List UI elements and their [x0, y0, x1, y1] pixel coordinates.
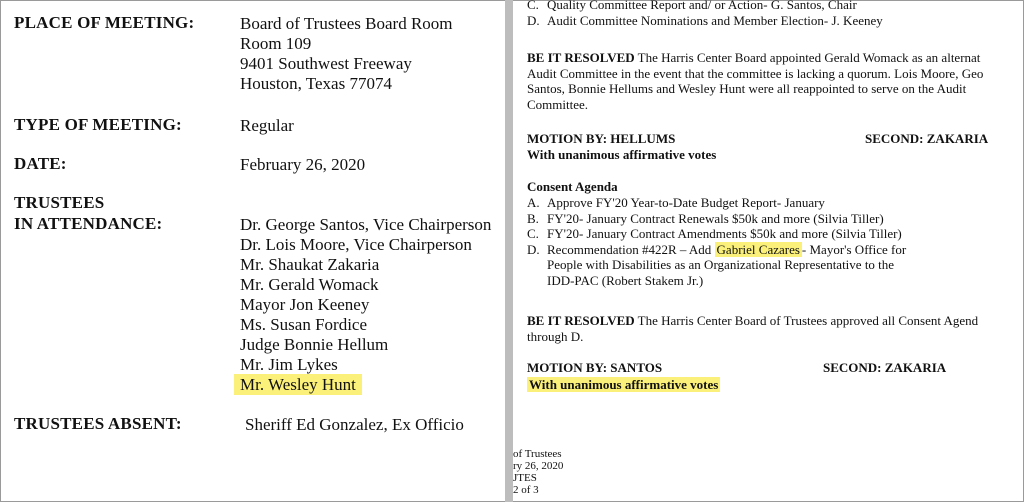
- list-item: B. FY'20- January Contract Renewals $50k and more (Silvia Tiller): [527, 210, 884, 226]
- attendee: Mr. Shaukat Zakaria: [240, 255, 380, 274]
- place-line: Houston, Texas 77074: [240, 74, 392, 93]
- date-value: February 26, 2020: [240, 155, 366, 174]
- type-of-meeting-value: Regular: [240, 116, 294, 135]
- list-item: C. FY'20- January Contract Amendments $50k and more (Silvia Tiller): [527, 226, 902, 241]
- motion-by-1: MOTION BY: HELLUMS: [527, 131, 676, 146]
- in-attendance-label: IN ATTENDANCE:: [14, 214, 163, 233]
- attendee: Mr. Jim Lykes: [240, 355, 338, 374]
- resolution-2: BE IT RESOLVED The Harris Center Board of Trustees approved all Consent Agend through D.: [527, 313, 979, 344]
- attendee: Dr. Lois Moore, Vice Chairperson: [240, 235, 472, 254]
- place-line: Board of Trustees Board Room: [240, 14, 453, 33]
- list-item: A. Approve FY'20 Year-to-Date Budget Report- January: [527, 195, 825, 210]
- committee-items: [527, 0, 883, 28]
- highlighted-attendee: Mr. Wesley Hunt: [234, 374, 362, 395]
- type-of-meeting-label: TYPE OF MEETING:: [14, 115, 182, 134]
- votes-1: With unanimous affirmative votes: [527, 147, 717, 162]
- place-of-meeting-label: PLACE OF MEETING:: [14, 13, 195, 32]
- trustees-absent-label: TRUSTEES ABSENT:: [14, 414, 182, 433]
- attendee: Mayor Jon Keeney: [240, 295, 370, 314]
- place-line: 9401 Southwest Freeway: [240, 54, 412, 73]
- page-divider: [505, 0, 513, 502]
- highlighted-name: Gabriel Cazares: [716, 241, 800, 257]
- second-1: SECOND: ZAKARIA: [865, 131, 989, 146]
- consent-agenda-title: Consent Agenda: [527, 179, 618, 194]
- right-page: [513, 0, 1024, 502]
- trustees-absent-value: Sheriff Ed Gonzalez, Ex Officio: [245, 415, 464, 434]
- votes-2: With unanimous affirmative votes: [529, 377, 719, 392]
- trustees-label: TRUSTEES: [14, 193, 105, 212]
- list-item: C. Quality Committee Report and/ or Action- G. Santos, Chair: [527, 0, 857, 12]
- place-of-meeting-value: [240, 14, 453, 94]
- list-item: D. Recommendation #422R – Add Gabriel Cazares - Mayor's Office for: [527, 241, 907, 257]
- resolution-heading: BE IT RESOLVED: [527, 50, 635, 65]
- attendee: Mr. Gerald Womack: [240, 275, 379, 294]
- attendee: Judge Bonnie Hellum: [240, 335, 389, 354]
- attendee: Dr. George Santos, Vice Chairperson: [240, 215, 492, 234]
- resolution-1: BE IT RESOLVED The Harris Center Board appointed Gerald Womack as an alternat Audit Committee in the event that the committee is lacking a quorum. Lois Moore, Geo Santos, Bonnie Hellums and Wesley Hunt were all reappointed to serve on the Audit Committee.: [527, 50, 984, 112]
- resolution-heading: BE IT RESOLVED: [527, 313, 635, 328]
- attendee-list: [240, 215, 491, 395]
- page-footer: of Trustees ry 26, 2020 JTES 2 of 3: [513, 448, 564, 496]
- left-page: [0, 0, 505, 502]
- second-2: SECOND: ZAKARIA: [823, 360, 947, 375]
- motion-by-2: MOTION BY: SANTOS: [527, 360, 663, 375]
- attendee: Ms. Susan Fordice: [240, 315, 368, 334]
- list-item: D. Audit Committee Nominations and Member Election- J. Keeney: [527, 12, 883, 28]
- place-line: Room 109: [240, 34, 312, 53]
- date-label: DATE:: [14, 154, 67, 173]
- consent-agenda-list: A. Approve FY'20 Year-to-Date Budget Report- January B. FY'20- January Contract Renewals $50k and more (Silvia Tiller) C. FY'20- January Contract Amendments $50k and more (Silvia Tiller) D. Recommendation #422R – Add Gabriel Cazares - Mayor's Office for People with Disabilities as an Organizational Representative to the IDD-PAC (Robert Stakem Jr.): [527, 195, 907, 288]
